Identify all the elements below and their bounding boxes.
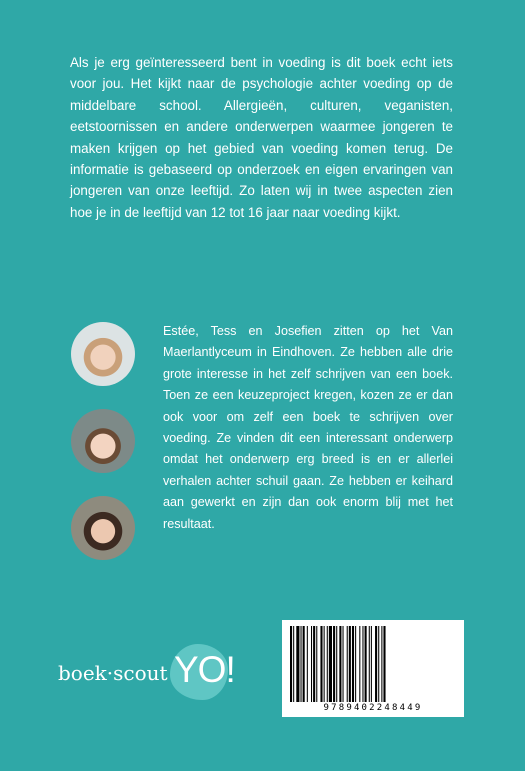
barcode-bar bbox=[381, 626, 382, 702]
barcode-bar bbox=[301, 626, 302, 702]
intro-text: Als je erg geïnteresseerd bent in voeding is dit boek echt iets voor jou. Het kijkt naar de psychologie achter voeding op de middelbare school. Allergieën, culturen, veganisten, eetstoornissen en andere onderwerpen waarmee jongeren te maken krijgen op het gebied van voeding komen terug. De informatie is gebaseerd op onderzoek en eigen ervaringen van jongeren van onze leeftijd. Zo laten wij in twee aspecten zien hoe je in de leeftijd van 12 tot 16 jaar naar voeding kijkt. bbox=[70, 55, 453, 220]
barcode-bar bbox=[369, 626, 370, 702]
barcode-bar bbox=[349, 626, 351, 702]
barcode-bar bbox=[296, 626, 299, 702]
isbn-number: 9789402248449 bbox=[323, 703, 423, 713]
barcode-bar bbox=[333, 626, 335, 702]
barcode-bar bbox=[375, 626, 377, 702]
author-photo-2 bbox=[71, 409, 135, 473]
logo-wordmark: boek·scout bbox=[58, 661, 168, 685]
barcode-bar bbox=[378, 626, 379, 702]
barcode-bar bbox=[383, 626, 385, 702]
barcode-bar bbox=[347, 626, 348, 702]
barcode-bar bbox=[355, 626, 356, 702]
barcode-bar bbox=[307, 626, 308, 702]
barcode-bar bbox=[290, 626, 292, 702]
author-photo-1 bbox=[71, 322, 135, 386]
barcode-bar bbox=[327, 626, 328, 702]
barcode-bar bbox=[352, 626, 354, 702]
publisher-logo bbox=[58, 644, 234, 700]
barcode-bar bbox=[365, 626, 367, 702]
logo-yo: YO! bbox=[174, 649, 235, 690]
barcode-bar bbox=[324, 626, 325, 702]
barcode-bar bbox=[303, 626, 305, 702]
barcode-bar bbox=[343, 626, 344, 702]
barcode-bar bbox=[293, 626, 294, 702]
barcode-bar bbox=[362, 626, 363, 702]
barcode-bar bbox=[339, 626, 341, 702]
barcode-bar bbox=[329, 626, 332, 702]
author-bio: Estée, Tess en Josefien zitten op het Van Maerlantlyceum in Eindhoven. Ze hebben alle drie grote interesse in het zelf schrijven van een boek. Toen ze een keuzeproject kregen, kozen ze er dan ook voor om zelf een boek te schrijven over voeding. Ze vinden dit een interessant onderwerp omdat het onderwerp erg breed is en er allerlei verhalen achter schuil gaan. Ze hebben er keihard aan gewerkt en zijn dan ook enorm blij met het resultaat. bbox=[163, 324, 453, 531]
barcode bbox=[282, 620, 464, 717]
barcode-bars bbox=[290, 626, 456, 702]
barcode-bar bbox=[320, 626, 322, 702]
author-photo-3 bbox=[71, 496, 135, 560]
barcode-bar bbox=[311, 626, 312, 702]
barcode-bar bbox=[336, 626, 337, 702]
barcode-bar bbox=[316, 626, 317, 702]
barcode-bar bbox=[313, 626, 315, 702]
barcode-bar bbox=[371, 626, 372, 702]
barcode-bar bbox=[359, 626, 360, 702]
